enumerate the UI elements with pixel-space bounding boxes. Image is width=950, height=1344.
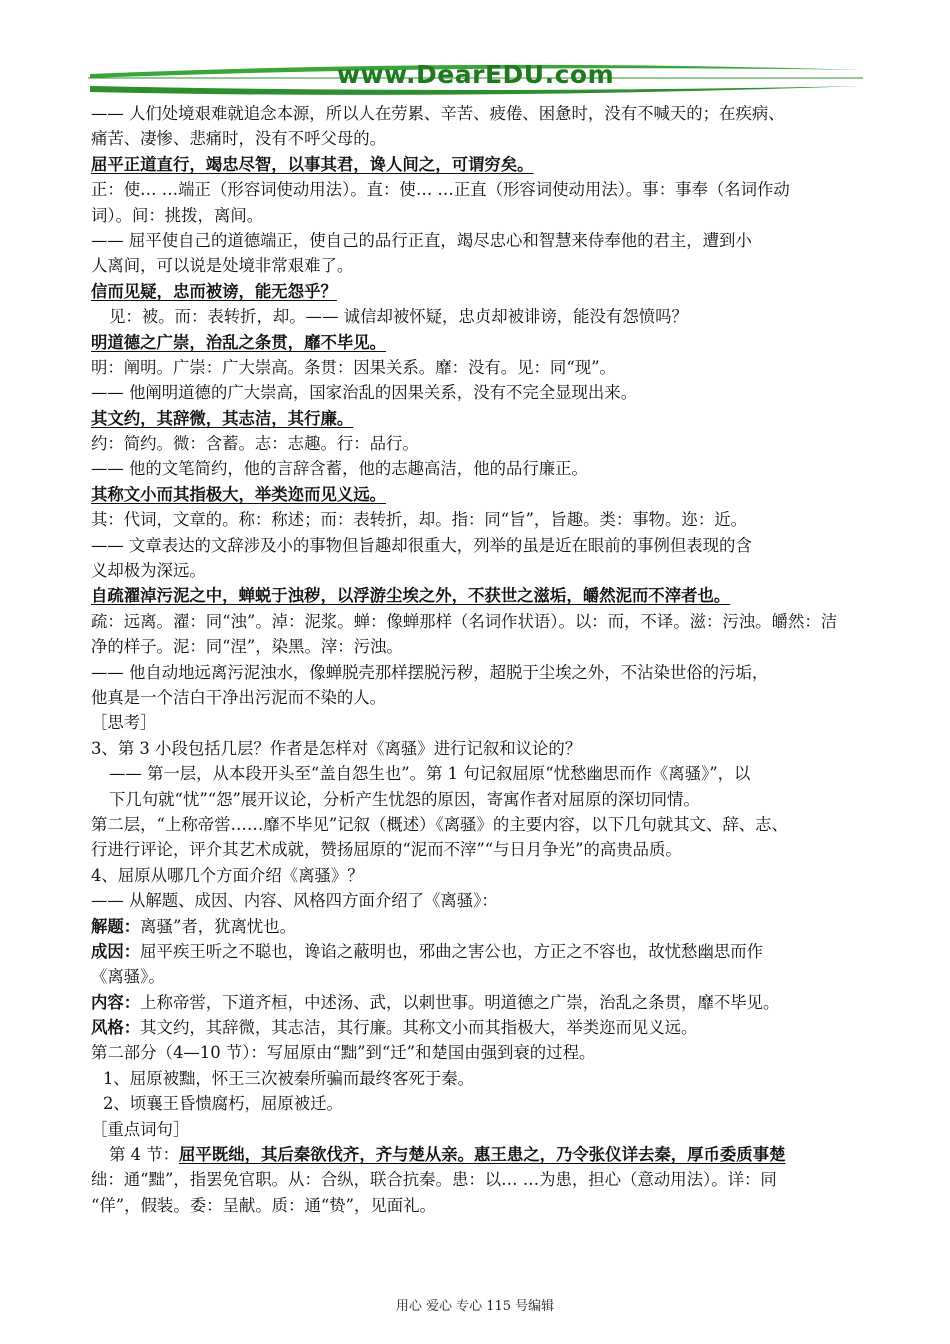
- text-line: [91, 660, 871, 685]
- text-line: [91, 939, 871, 964]
- text-line: [91, 609, 871, 634]
- line-text: 明：阐明。广崇：广大崇高。条贯：因果关系。靡：没有。见：同“现”。: [91, 357, 616, 377]
- key-sentence: 其文约，其辞微，其志洁，其行廉。: [91, 408, 354, 428]
- line-text: —— 文章表达的文辞涉及小的事物但旨趣却很重大，列举的虽是近在眼前的事例但表现的含: [91, 535, 752, 555]
- text-line: [91, 431, 871, 456]
- line-text: 痛苦、凄惨、悲痛时，没有不呼父母的。: [91, 129, 387, 149]
- text-line: [91, 456, 871, 481]
- line-text: 其文约，其辞微，其志洁，其行廉。其称文小而其指极大，举类迩而见义远。: [140, 1018, 698, 1038]
- section-label: 内容：: [91, 992, 141, 1012]
- line-text: 离骚”者，犹离忧也。: [140, 916, 297, 936]
- text-line: [91, 1015, 871, 1040]
- text-line: [91, 533, 871, 558]
- section-label: 成因：: [91, 941, 141, 961]
- line-text: 第二层，“上称帝喾……靡不毕见”记叙（概述）《离骚》的主要内容，以下几句就其文、辞、志、: [91, 814, 788, 834]
- line-text: 下几句就“忧”“怨”展开议论，分析产生忧怨的原因，寄寓作者对屈原的深切同情。: [109, 789, 700, 809]
- line-text: ［思考］: [91, 713, 157, 733]
- line-text: 净的样子。泥：同“涅”，染黑。滓：污浊。: [91, 637, 403, 657]
- text-line: [91, 1040, 871, 1065]
- text-line: [91, 1091, 871, 1116]
- document-body: [91, 101, 871, 1218]
- line-text: 1、屈原被黜，怀王三次被秦所骗而最终客死于秦。: [103, 1068, 475, 1088]
- text-line: [91, 1117, 871, 1142]
- line-text: 行进行评论，评介其艺术成就，赞扬屈原的“泥而不滓”“与日月争光”的高贵品质。: [91, 840, 682, 860]
- line-text: —— 他自动地远离污泥浊水，像蝉脱壳那样摆脱污秽，超脱于尘埃之外，不沾染世俗的污垢，: [91, 662, 769, 682]
- text-line: [91, 228, 871, 253]
- text-line: [91, 863, 871, 888]
- line-text: —— 他的文笔简约，他的言辞含蓄，他的志趣高洁，他的品行廉正。: [91, 459, 588, 479]
- page-footer: 用心 爱心 专心 115 号编辑: [395, 1299, 555, 1314]
- line-text: ［重点词句］: [91, 1119, 190, 1139]
- text-line: [91, 914, 871, 939]
- text-line: [91, 304, 871, 329]
- site-logo-text[interactable]: www.DearEDU.com: [336, 60, 615, 89]
- line-text: 正：使… …端正（形容词使动用法）。直：使… …正直（形容词使动用法）。事：事奉（名词作动: [91, 180, 790, 200]
- text-line: [91, 482, 871, 507]
- key-sentence: 明道德之广崇，治乱之条贯，靡不毕见。: [91, 332, 387, 352]
- line-text: 见：被。而：表转折，却。—— 诚信却被怀疑，忠贞却被诽谤，能没有怨愤吗？: [109, 307, 688, 327]
- key-sentence: 屈平正道直行，竭忠尽智，以事其君，谗人间之，可谓穷矣。: [91, 154, 534, 174]
- site-header: [88, 56, 863, 100]
- line-text: 上称帝喾，下道齐桓，中述汤、武，以刺世事。明道德之广崇，治乱之条贯，靡不毕见。: [140, 992, 780, 1012]
- line-text: 约：简约。微：含蓄。志：志趣。行：品行。: [91, 434, 419, 454]
- text-line: [91, 330, 871, 355]
- text-line: [91, 990, 871, 1015]
- section-label: 风格：: [91, 1018, 141, 1038]
- line-text: —— 屈平使自己的道德端正，使自己的品行正直，竭尽忠心和智慧来侍奉他的君主，遭到小: [91, 230, 752, 250]
- text-line: [91, 583, 871, 608]
- text-line: [91, 355, 871, 380]
- text-line: [91, 787, 871, 812]
- line-text: “佯”，假装。委：呈献。质：通“贽”，见面礼。: [91, 1195, 436, 1215]
- text-line: [91, 203, 871, 228]
- text-line: [91, 380, 871, 405]
- text-line: [91, 152, 871, 177]
- line-text: —— 他阐明道德的广大崇高，国家治乱的因果关系，没有不完全显现出来。: [91, 383, 638, 403]
- text-line: [91, 710, 871, 735]
- line-text: —— 从解题、成因、内容、风格四方面介绍了《离骚》：: [91, 891, 498, 911]
- text-line: [91, 279, 871, 304]
- section-label: 解题：: [91, 916, 141, 936]
- text-line: [91, 406, 871, 431]
- line-text: 绌：通“黜”，指罢免官职。从：合纵，联合抗秦。患：以… …为患，担心（意动用法）。详：同: [91, 1170, 777, 1190]
- key-sentence: 信而见疑，忠而被谤，能无怨乎？: [91, 281, 337, 301]
- section-label: 第 4 节：: [109, 1145, 180, 1165]
- line-text: —— 第一层，从本段开头至“盖自怨生也”。第 1 句记叙屈原“忧愁幽思而作《离骚》”，以: [109, 764, 751, 784]
- text-line: [91, 177, 871, 202]
- text-line: [91, 1066, 871, 1091]
- line-text: 人离间，可以说是处境非常艰难了。: [91, 256, 354, 276]
- text-line: [91, 888, 871, 913]
- text-line: [91, 1193, 871, 1218]
- text-line: [91, 558, 871, 583]
- text-line: [91, 761, 871, 786]
- text-line: [91, 736, 871, 761]
- line-text: 第二部分（4—10 节）：写屈原由“黜”到“迁”和楚国由强到衰的过程。: [91, 1043, 596, 1063]
- key-sentence: 自疏濯淖污泥之中，蝉蜕于浊秽，以浮游尘埃之外，不获世之滋垢，皭然泥而不滓者也。: [91, 586, 731, 606]
- text-line: [91, 812, 871, 837]
- text-line: [91, 964, 871, 989]
- key-sentence: 其称文小而其指极大，举类迩而见义远。: [91, 484, 387, 504]
- text-line: [91, 1142, 871, 1167]
- text-line: [91, 101, 871, 126]
- line-text: 《离骚》。: [91, 967, 165, 987]
- line-text: —— 人们处境艰难就追念本源，所以人在劳累、辛苦、疲倦、困惫时，没有不喊天的；在疾病、: [91, 104, 785, 123]
- text-line: [91, 507, 871, 532]
- text-line: [91, 253, 871, 278]
- text-line: [91, 837, 871, 862]
- line-text: 疏：远离。濯：同“浊”。淖：泥浆。蝉：像蝉那样（名词作状语）。以：而，不译。滋：污浊。皭然：洁: [91, 611, 838, 631]
- line-text: 其：代词，文章的。称：称述；而：表转折，却。指：同“旨”，旨趣。类：事物。迩：近。: [91, 510, 747, 530]
- text-line: [91, 634, 871, 659]
- text-line: [91, 1167, 871, 1192]
- line-text: 屈平疾王听之不聪也，谗谄之蔽明也，邪曲之害公也，方正之不容也，故忧愁幽思而作: [140, 941, 764, 961]
- text-line: [91, 685, 871, 710]
- text-line: [91, 126, 871, 151]
- line-text: 义却极为深远。: [91, 561, 206, 581]
- line-text: 2、顷襄王昏愦腐朽，屈原被迁。: [103, 1094, 343, 1114]
- line-text: 词）。间：挑拨，离间。: [91, 205, 264, 225]
- line-text: 3、第 3 小段包括几层？作者是怎样对《离骚》进行记叙和议论的？: [91, 738, 582, 758]
- line-text: 他真是一个洁白干净出污泥而不染的人。: [91, 687, 387, 707]
- line-text: 4、屈原从哪几个方面介绍《离骚》？: [91, 865, 364, 885]
- key-sentence: 屈平既绌，其后秦欲伐齐，齐与楚从亲。惠王患之，乃令张仪详去秦，厚币委质事楚: [179, 1145, 786, 1165]
